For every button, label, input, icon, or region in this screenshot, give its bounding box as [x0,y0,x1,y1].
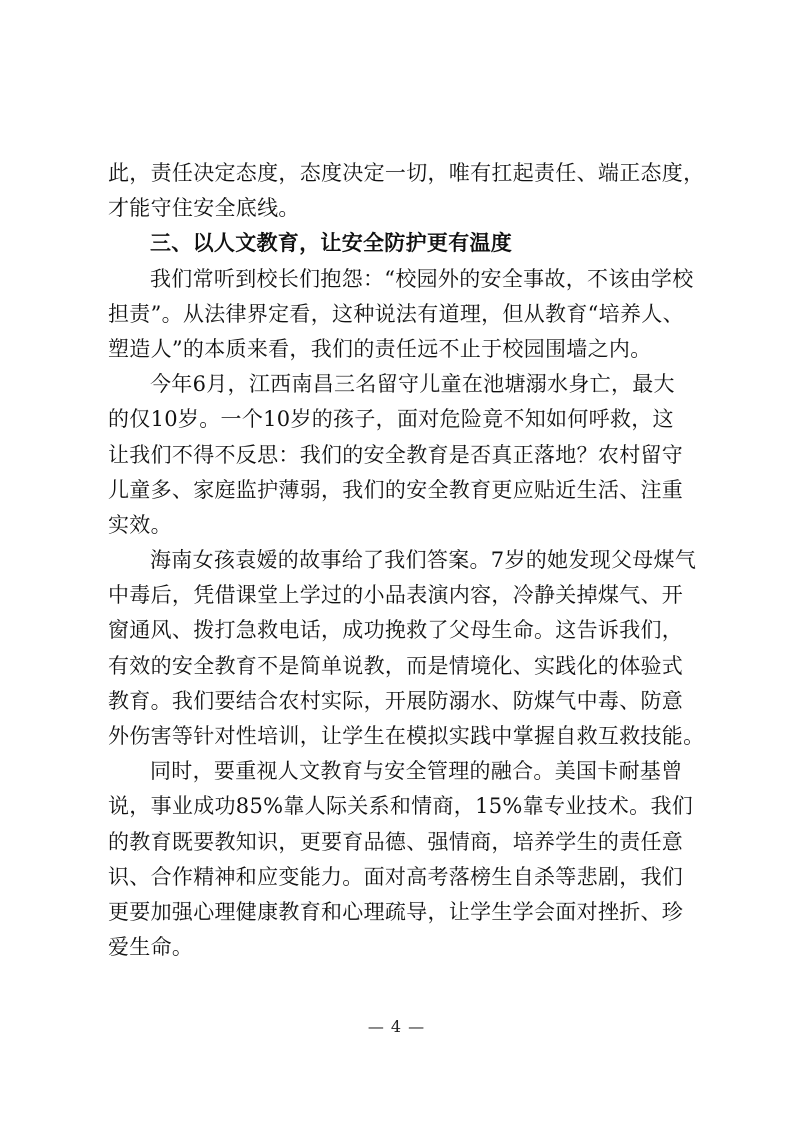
text-line: 教育。我们要结合农村实际，开展防溺水、防煤气中毒、防意 [108,688,684,713]
section-heading: 三、以人文教育，让安全防护更有温度 [150,231,513,256]
text-line: 此，责任决定态度，态度决定一切，唯有扛起责任、端正态度， [108,161,705,185]
text-line: 今年6月，江西南昌三名留守儿童在池塘溺水身亡，最大 [150,372,675,397]
text-line: 的教育既要教知识，更要育品德、强情商，培养学生的责任意 [108,829,684,854]
text-line: 塑造人”的本质来看，我们的责任远不止于校园围墙之内。 [108,336,652,361]
text-line: 同时，要重视人文教育与安全管理的融合。美国卡耐基曾 [150,759,683,784]
text-line: 我们常听到校长们抱怨：“校园外的安全事故，不该由学校 [150,266,694,291]
text-line: 实效。 [108,512,172,537]
text-line: 才能守住安全底线。 [108,196,300,221]
text-line: 更要加强心理健康教育和心理疏导，让学生学会面对挫折、珍 [108,899,684,924]
text-line: 的仅10岁。一个10岁的孩子，面对危险竟不知如何呼救，这 [108,407,674,432]
text-line: 担责”。从法律界定看，这种说法有道理，但从教育“培养人、 [108,301,684,326]
text-line: 有效的安全教育不是简单说教，而是情境化、实践化的体验式 [108,653,684,678]
page-number: — 4 — [367,1017,426,1036]
text-line: 儿童多、家庭监护薄弱，我们的安全教育更应贴近生活、注重 [108,477,684,502]
text-line: 窗通风、拨打急救电话，成功挽救了父母生命。这告诉我们， [108,618,684,643]
text-line: 说，事业成功85%靠人际关系和情商，15%靠专业技术。我们 [108,794,694,819]
text-line: 爱生命。 [108,935,194,960]
text-line: 海南女孩袁嫒的故事给了我们答案。7岁的她发现父母煤气 [150,548,697,573]
text-line: 识、合作精神和应变能力。面对高考落榜生自杀等悲剧，我们 [108,864,684,889]
text-line: 中毒后，凭借课堂上学过的小品表演内容，冷静关掉煤气、开 [108,583,684,608]
text-line: 外伤害等针对性培训，让学生在模拟实践中掌握自救互救技能。 [108,724,705,748]
text-line: 让我们不得不反思：我们的安全教育是否真正落地？农村留守 [108,442,684,467]
document-body [108,156,705,965]
